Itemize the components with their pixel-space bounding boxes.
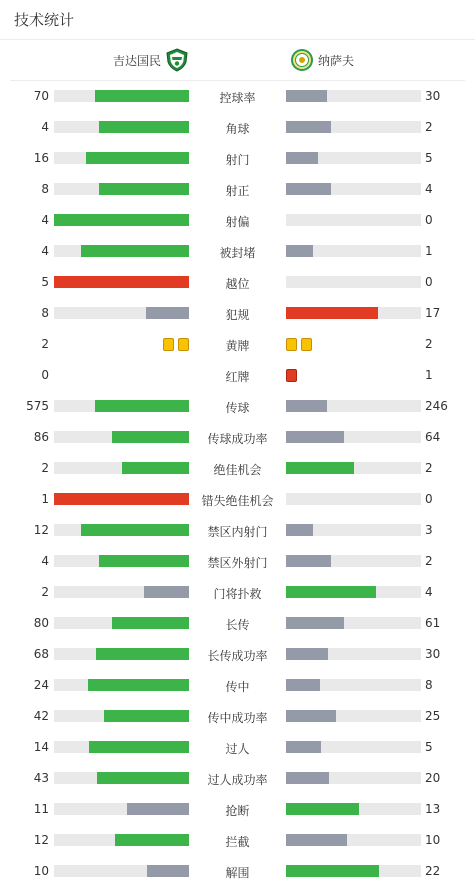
away-bar-fill [286,152,318,164]
home-bar-track [54,803,189,815]
home-value: 68 [33,647,49,661]
home-bar-fill [99,555,189,567]
home-value: 4 [41,244,49,258]
home-bar-fill [95,400,190,412]
away-value: 5 [425,740,433,754]
red-card-icon [286,369,297,382]
away-value: 3 [425,523,433,537]
home-team[interactable] [113,48,189,72]
away-value: 25 [425,709,441,723]
home-bar-fill [99,183,189,195]
stat-row [0,360,475,391]
away-bar-fill [286,679,320,691]
home-value: 8 [41,182,49,196]
stat-label: 传中成功率 [207,711,268,725]
stat-row [0,701,475,732]
home-bar-fill [81,245,189,257]
home-value: 1 [41,492,49,506]
stat-row [0,608,475,639]
home-value: 4 [41,213,49,227]
home-bar-fill [54,214,189,226]
away-value: 0 [425,213,433,227]
stat-label: 长传 [225,618,250,632]
home-bar-track [54,214,189,226]
page-title: 技术统计 [14,11,75,29]
stat-label: 被封堵 [219,246,256,260]
away-value: 30 [425,647,441,661]
away-bar-track [286,214,421,226]
home-bar-track [54,524,189,536]
away-value: 1 [425,244,433,258]
away-bar-fill [286,400,327,412]
home-value: 70 [33,89,49,103]
away-bar-fill [286,90,327,102]
home-bar-track [54,276,189,288]
stat-row [0,825,475,856]
away-bar-fill [286,245,313,257]
stat-label: 角球 [225,122,250,136]
stat-row [0,515,475,546]
away-value: 30 [425,89,441,103]
away-bar-fill [286,617,344,629]
stat-label: 绝佳机会 [213,463,262,477]
away-value: 4 [425,182,433,196]
away-bar-track [286,679,421,691]
away-bar-track [286,524,421,536]
home-value: 12 [33,833,49,847]
away-team[interactable] [290,48,354,72]
home-bar-fill [112,617,189,629]
home-team-crest-icon [165,48,189,72]
home-value: 10 [33,864,49,878]
yellow-card-icon [286,338,297,351]
home-bar-track [54,152,189,164]
home-value: 0 [41,368,49,382]
home-bar-fill [54,276,189,288]
away-bar-track [286,400,421,412]
stat-label: 过人 [225,742,250,756]
stat-row [0,794,475,825]
home-value: 43 [33,771,49,785]
away-bar-track [286,617,421,629]
home-value: 8 [41,306,49,320]
stat-label: 传中 [225,680,250,694]
stat-row [0,81,475,112]
stat-row [0,174,475,205]
stat-label: 抢断 [225,804,250,818]
away-bar-fill [286,865,379,877]
away-bar-track [286,555,421,567]
away-value: 64 [425,430,441,444]
stat-row [0,453,475,484]
away-value: 17 [425,306,441,320]
away-bar-track [286,741,421,753]
stat-label: 禁区内射门 [207,525,268,539]
away-value: 20 [425,771,441,785]
stat-row [0,577,475,608]
stat-row [0,856,475,887]
home-bar-track [54,307,189,319]
home-bar-fill [86,152,189,164]
home-bar-fill [122,462,190,474]
home-value: 4 [41,120,49,134]
away-value: 2 [425,554,433,568]
stat-label: 犯规 [225,308,250,322]
away-bar-track [286,586,421,598]
away-bar-track [286,307,421,319]
teams-header [10,40,465,81]
stat-row [0,763,475,794]
home-bar-fill [115,834,189,846]
away-bar-fill [286,772,329,784]
home-bar-track [54,431,189,443]
stat-row [0,329,475,360]
home-value: 2 [41,585,49,599]
stat-label: 错失绝佳机会 [201,494,274,508]
stats-list [0,81,475,887]
away-value: 22 [425,864,441,878]
stat-row [0,205,475,236]
stat-row [0,546,475,577]
away-value: 10 [425,833,441,847]
stat-row [0,670,475,701]
stat-label: 越位 [225,277,250,291]
home-bar-fill [54,493,189,505]
home-value: 16 [33,151,49,165]
stat-row [0,639,475,670]
home-value: 5 [41,275,49,289]
home-bar-fill [127,803,189,815]
home-bar-fill [146,307,189,319]
home-bar-fill [147,865,189,877]
away-value: 246 [425,399,448,413]
yellow-card-icon [301,338,312,351]
away-team-name: 纳萨夫 [318,53,355,68]
away-value: 2 [425,461,433,475]
stat-label: 解围 [225,866,250,880]
home-bar-track [54,90,189,102]
stat-label: 拦截 [225,835,250,849]
home-bar-fill [89,741,189,753]
away-bar-track [286,865,421,877]
stat-row [0,267,475,298]
away-bar-fill [286,710,336,722]
home-value: 2 [41,337,49,351]
away-bar-track [286,183,421,195]
away-value: 8 [425,678,433,692]
home-bar-track [54,245,189,257]
home-value: 11 [33,802,49,816]
home-bar-track [54,400,189,412]
away-bar-track [286,152,421,164]
away-bar-fill [286,741,321,753]
away-bar-track [286,121,421,133]
away-value: 0 [425,275,433,289]
stat-label: 射门 [225,153,250,167]
stat-label: 门将扑救 [213,587,262,601]
home-bar-track [54,741,189,753]
home-value: 86 [33,430,49,444]
stat-label: 禁区外射门 [207,556,268,570]
away-value: 0 [425,492,433,506]
stat-row [0,236,475,267]
stat-label: 射偏 [225,215,250,229]
home-bar-fill [99,121,189,133]
away-value: 1 [425,368,433,382]
away-bar-track [286,245,421,257]
home-bar-track [54,865,189,877]
home-value: 575 [26,399,49,413]
away-bar-track [286,803,421,815]
home-value: 24 [33,678,49,692]
away-bar-fill [286,183,331,195]
home-value: 14 [33,740,49,754]
stat-row [0,391,475,422]
home-bar-fill [112,431,189,443]
home-bar-track [54,183,189,195]
home-value: 2 [41,461,49,475]
stat-row [0,298,475,329]
stat-row [0,422,475,453]
stats-header [0,0,475,40]
away-bar-track [286,834,421,846]
away-bar-fill [286,834,347,846]
home-bar-fill [96,648,189,660]
away-value: 4 [425,585,433,599]
home-bar-track [54,555,189,567]
away-value: 2 [425,337,433,351]
home-bar-fill [144,586,189,598]
stat-label: 传球 [225,401,250,415]
home-bar-track [54,648,189,660]
home-bar-track [54,710,189,722]
away-bar-fill [286,307,378,319]
stat-row [0,484,475,515]
away-team-crest-icon [290,48,314,72]
home-value: 12 [33,523,49,537]
home-bar-fill [104,710,189,722]
home-team-name: 吉达国民 [112,53,161,68]
stat-label: 黄牌 [225,339,250,353]
away-bar-track [286,493,421,505]
home-bar-track [54,493,189,505]
stat-label: 过人成功率 [207,773,268,787]
away-bar-track [286,772,421,784]
away-bar-track [286,90,421,102]
away-value: 5 [425,151,433,165]
away-bar-fill [286,803,359,815]
stat-label: 红牌 [225,370,250,384]
stat-row [0,143,475,174]
away-value: 13 [425,802,441,816]
home-bar-fill [97,772,189,784]
away-value: 61 [425,616,441,630]
away-value: 2 [425,120,433,134]
stat-row [0,112,475,143]
away-bar-track [286,431,421,443]
away-bar-fill [286,555,331,567]
home-bar-track [54,617,189,629]
home-bar-fill [88,679,189,691]
away-bar-fill [286,431,344,443]
away-bar-track [286,710,421,722]
stat-label: 控球率 [219,91,256,105]
away-bar-track [286,648,421,660]
stat-label: 射正 [225,184,250,198]
yellow-card-icon [163,338,174,351]
home-value: 42 [33,709,49,723]
home-bar-track [54,462,189,474]
home-bar-fill [81,524,189,536]
home-bar-track [54,834,189,846]
stat-row [0,732,475,763]
away-bar-fill [286,524,313,536]
stat-label: 传球成功率 [207,432,268,446]
home-value: 4 [41,554,49,568]
home-value: 80 [33,616,49,630]
home-bar-track [54,772,189,784]
away-cards [286,369,297,382]
stat-label: 长传成功率 [207,649,268,663]
home-bar-track [54,679,189,691]
away-cards [286,338,312,351]
away-bar-fill [286,462,354,474]
away-bar-fill [286,648,328,660]
home-bar-track [54,121,189,133]
home-bar-track [54,586,189,598]
yellow-card-icon [178,338,189,351]
away-bar-track [286,276,421,288]
away-bar-fill [286,586,376,598]
away-bar-track [286,462,421,474]
away-bar-fill [286,121,331,133]
home-bar-fill [95,90,190,102]
home-cards [163,338,189,351]
